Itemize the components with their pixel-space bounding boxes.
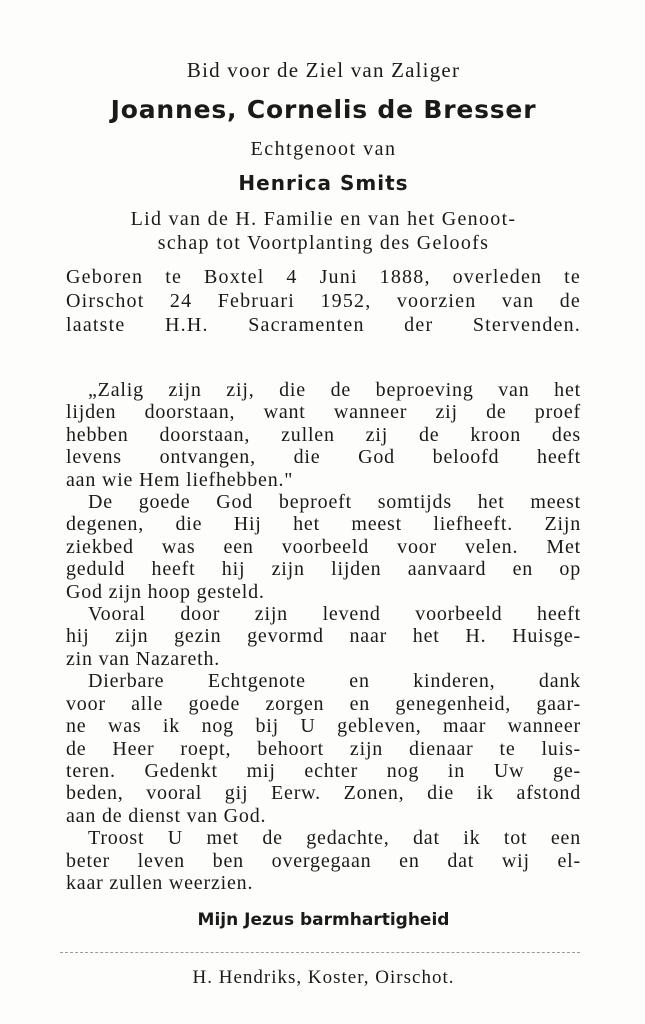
text-line: teren. Gedenkt mij echter nog in Uw ge- — [66, 759, 581, 782]
text-line: hebben doorstaan, zullen zij de kroon des — [66, 423, 581, 446]
text-line: kaar zullen weerzien. — [66, 871, 254, 894]
text-line: Vooral door zijn levend voorbeeld heeft — [88, 603, 581, 626]
birth-death-line: Geboren te Boxtel 4 Juni 1888, overleden te — [66, 266, 581, 288]
membership-text — [66, 207, 581, 255]
printer-credit: H. Hendriks, Koster, Oirschot. — [192, 967, 455, 989]
text-line: beden, vooral gij Eerw. Zonen, die ik afstond — [66, 782, 581, 805]
paragraph-trial — [66, 491, 581, 603]
birth-death-line: laatste H.H. Sacramenten der Stervenden. — [66, 314, 581, 336]
text-line: hij zijn gezin gevormd naar het H. Huisge- — [66, 625, 581, 648]
text-line: ziekbed was een voorbeeld voor velen. Met — [66, 535, 581, 558]
deceased-name: Joannes, Cornelis de Bresser — [110, 95, 537, 124]
birth-death-line: Oirschot 24 Februari 1952, voorzien van de — [66, 290, 581, 312]
text-line: de Heer roept, behoort zijn dienaar te luis- — [66, 737, 581, 760]
memorial-text — [66, 379, 581, 894]
membership-line: schap tot Voortplanting des Geloofs — [157, 232, 490, 254]
closing-motto: Mijn Jezus barmhartigheid — [197, 910, 450, 931]
paragraph-consolation — [66, 827, 581, 894]
text-line: aan wie Hem liefhebben." — [66, 468, 294, 491]
text-line: zin van Nazareth. — [66, 647, 221, 670]
text-line: God zijn hoop gesteld. — [66, 580, 265, 603]
text-line: Troost U met de gedachte, dat ik tot een — [88, 827, 581, 850]
text-line: De goede God beproeft somtijds het meest — [88, 491, 581, 514]
paragraph-family — [66, 670, 581, 827]
paragraph-example — [66, 603, 581, 670]
text-line: degenen, die Hij het meest liefheeft. Zijn — [66, 513, 581, 536]
intro-line: Bid voor de Ziel van Zaliger — [186, 58, 461, 82]
birth-death-text — [66, 265, 581, 337]
text-line: ne was ik nog bij U gebleven, maar wanneer — [66, 715, 581, 738]
membership-line: Lid van de H. Familie en van het Genoot- — [130, 208, 517, 230]
spouse-label: Echtgenoot van — [250, 138, 397, 160]
text-line: lijden doorstaan, want wanneer zij de proef — [66, 401, 581, 424]
text-line: geduld heeft hij zijn lijden aanvaard en op — [66, 558, 581, 581]
spouse-name: Henrica Smits — [238, 171, 409, 195]
text-line: „Zalig zijn zij, die de beproeving van het — [88, 379, 581, 401]
text-line: aan de dienst van God. — [66, 804, 267, 827]
text-line: voor alle goede zorgen en genegenheid, gaar- — [66, 692, 581, 715]
text-line: Dierbare Echtgenote en kinderen, dank — [88, 670, 581, 693]
divider — [60, 952, 580, 953]
paragraph-quote — [66, 379, 581, 491]
text-line: beter leven ben overgegaan en dat wij el- — [66, 849, 581, 872]
text-line: levens ontvangen, die God beloofd heeft — [66, 446, 581, 469]
